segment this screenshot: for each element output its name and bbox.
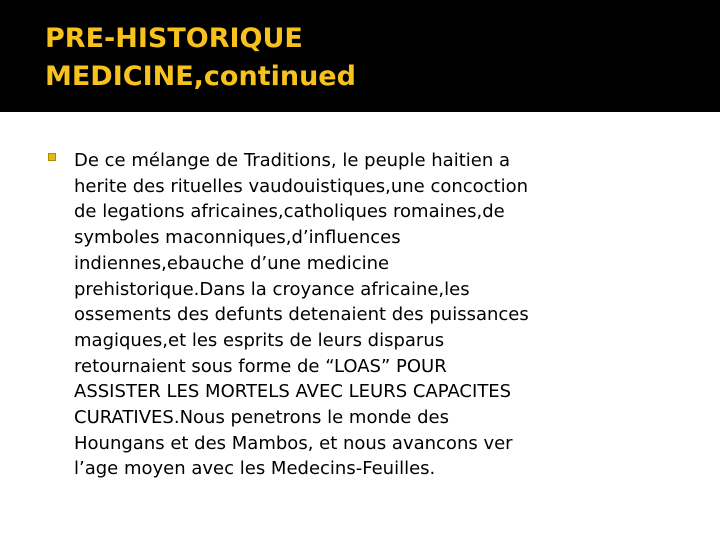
bullet-line-5: indiennes,ebauche d’une medicine <box>74 252 390 274</box>
slide-title-line-1: PRE-HISTORIQUE <box>45 23 303 54</box>
bullet-paragraph <box>74 148 714 482</box>
slide-title-line-2: MEDICINE,continued <box>45 61 356 92</box>
bullet-line-1: De ce mélange de Traditions, le peuple haitien a <box>74 150 511 171</box>
bullet-line-2: herite des rituelles vaudouistiques,une concoction <box>74 175 529 197</box>
bullet-line-13: l’age moyen avec les Medecins-Feuilles. <box>74 458 436 480</box>
bullet-line-4: symboles maconniques,d’influences <box>74 227 401 249</box>
bullet-line-7: ossements des defunts detenaient des puissances <box>74 304 529 326</box>
bullet-line-10: ASSISTER LES MORTELS AVEC LEURS CAPACITES <box>74 381 512 403</box>
bullet-line-8: magiques,et les esprits de leurs disparus <box>74 329 445 351</box>
slide-title <box>45 20 685 96</box>
bullet-line-11: CURATIVES.Nous penetrons le monde des <box>74 407 449 429</box>
square-bullet-icon <box>48 153 56 161</box>
bullet-line-9: retournaient sous forme de “LOAS” POUR <box>74 355 447 377</box>
bullet-line-12: Houngans et des Mambos, et nous avancons ver <box>74 432 513 454</box>
bullet-line-6: prehistorique.Dans la croyance africaine,les <box>74 278 470 300</box>
bullet-line-3: de legations africaines,catholiques romaines,de <box>74 201 505 223</box>
